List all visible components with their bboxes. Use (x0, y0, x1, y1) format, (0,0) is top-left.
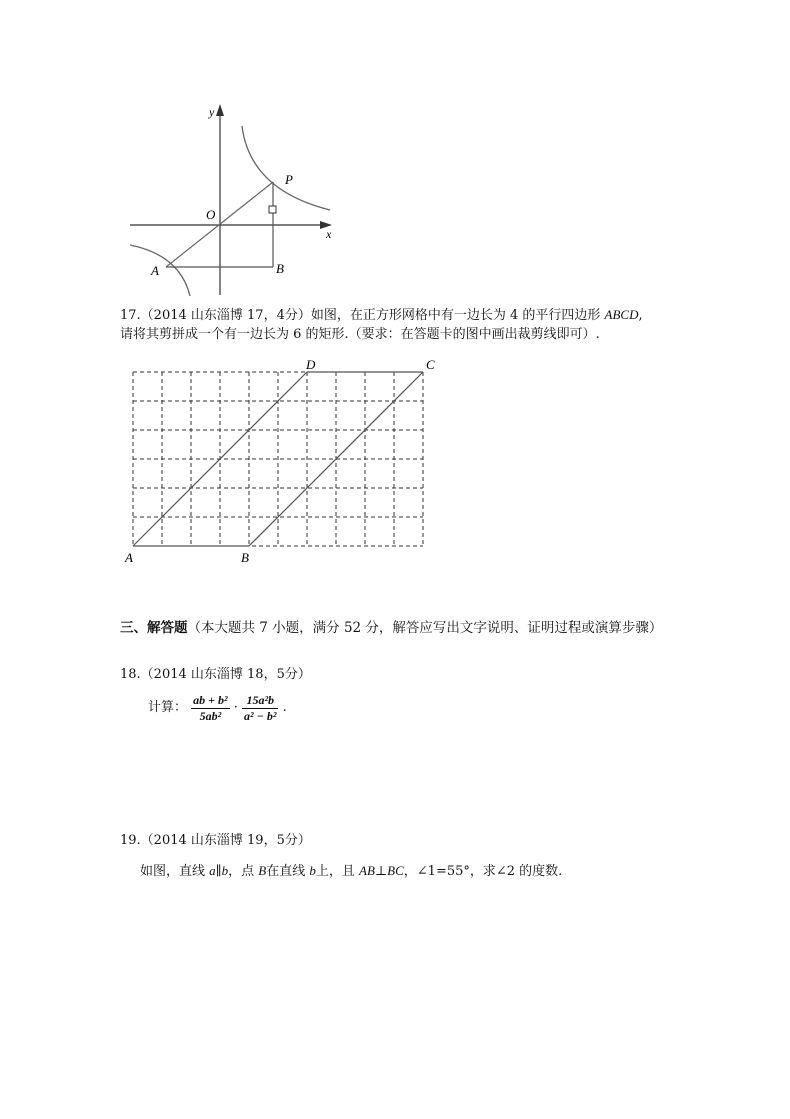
q19-t2: ∥ (215, 864, 222, 879)
section3-heading (120, 619, 662, 637)
section3-note: （本大题共 7 小题，满分 52 分，解答应写出文字说明、证明过程或演算步骤） (187, 620, 663, 636)
q19-t6: ⊥ (374, 864, 388, 879)
q18-frac1-num: ab + b² (193, 692, 228, 707)
q19-var-B: B (258, 863, 267, 878)
q19-t7: ，∠1=55°，求∠2 的度数. (403, 864, 563, 879)
q19-var-BC: BC (387, 863, 404, 878)
label-y: y (209, 105, 215, 119)
q19-header (120, 832, 311, 850)
label-C: C (426, 357, 435, 372)
q19-var-a: a (209, 863, 216, 878)
q17-line1 (120, 306, 643, 325)
q17-text-2: 请将其剪拼成一个有一边长为 6 的矩形.（要求：在答题卡的图中画出裁剪线即可）. (120, 327, 600, 342)
q18-frac1-den: 5ab² (199, 708, 222, 723)
grid-parallelogram-figure (120, 356, 450, 571)
q19-t3: ，点 (228, 864, 259, 879)
q18-dot: · (233, 700, 238, 715)
hyperbola-figure (120, 100, 350, 300)
label-x: x (326, 227, 332, 241)
hyperbola-branch-right (242, 126, 330, 210)
q17-text-1: 17.（2014 山东淄博 17，4分）如图，在正方形网格中有一边长为 4 的平行四边形 (120, 308, 605, 323)
q19-header-text: 19.（2014 山东淄博 19，5分） (120, 833, 311, 848)
q18-expression (148, 690, 287, 727)
q19-t4: 在直线 (266, 864, 310, 879)
q18-fraction-2 (242, 693, 278, 724)
label-O: O (206, 207, 216, 222)
point-marker (269, 206, 276, 213)
q18-fraction-1 (191, 693, 229, 724)
q19-body (140, 862, 562, 881)
q19-t5: 上，且 (315, 864, 360, 879)
q18-header (120, 666, 311, 684)
label-A: A (151, 263, 159, 278)
label-A: A (125, 550, 133, 565)
q19-var-b: b (221, 863, 229, 878)
q18-prefix: 计算： (148, 700, 188, 715)
q18-frac2-den: a² − b² (244, 708, 277, 723)
q18-frac2-num: 15a²b (242, 693, 278, 709)
hyperbola-branch-left (130, 245, 190, 296)
q18-header-text: 18.（2014 山东淄博 18，5分） (120, 667, 311, 682)
q18-end: . (282, 700, 287, 715)
dashed-grid (133, 372, 423, 546)
section3-title: 三、解答题 (120, 620, 188, 636)
q17-line2 (120, 326, 600, 344)
q17-text-1-end: , (638, 308, 643, 323)
label-P: P (285, 172, 293, 187)
label-B: B (276, 261, 284, 276)
q17-var-abcd: ABCD (604, 307, 639, 322)
q19-var-AB: AB (359, 863, 375, 878)
q19-t1: 如图，直线 (140, 864, 210, 879)
label-B: B (241, 550, 249, 565)
label-D: D (306, 357, 316, 372)
q19-var-b2: b (309, 863, 316, 878)
y-axis-arrow (216, 104, 224, 116)
